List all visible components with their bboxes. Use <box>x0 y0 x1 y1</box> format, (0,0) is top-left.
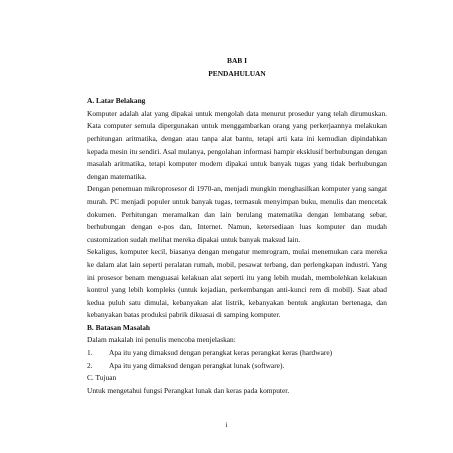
chapter-title: PENDAHULUAN <box>208 68 266 78</box>
tujuan-text: Untuk mengetahui fungsi Perangkat lunak dan keras pada komputer. <box>87 385 290 395</box>
list-text: Apa itu yang dimaksud dengan perangkat keras perangkat keras (hardware) <box>109 348 333 358</box>
chapter-label: BAB I <box>227 56 247 65</box>
section-heading-batasan-masalah: B. Batasan Masalah <box>87 322 151 332</box>
paragraph-2: Dengan penemuan mikroprosesor di 1970-an, menjadi mungkin menghasilkan komputer yang sangat murah. PC menjadi populer untuk banyak tugas, termasuk menyimpan buku, menulis dan mencetak dokumen. Perhitungan meramalkan dan lain berulang matematika dengan lembatang sebar, berhubungan dengan e-pos dan, Internet. Namun, ketersediaan luas komputer dan mudah customization sudah melihat mereka dipakai untuk banyak maksud lain. <box>87 184 387 244</box>
list-number: 2. <box>87 360 93 370</box>
list-number: 1. <box>87 348 93 358</box>
section-heading-tujuan: C. Tujuan <box>87 373 117 383</box>
list-text: Apa itu yang dimaksud dengan perangkat lunak (software). <box>109 360 285 370</box>
page-number: i <box>225 421 228 429</box>
list-item <box>87 360 387 373</box>
list-item <box>87 347 387 360</box>
section-heading-latar-belakang: A. Latar Belakang <box>87 96 146 106</box>
batasan-intro: Dalam makalah ini penulis mencoba menjelaskan: <box>87 335 236 345</box>
paragraph-1: Komputer adalah alat yang dipakai untuk mengolah data menurut prosedur yang telah dirumuskan. Kata computer semula dipergunakan untuk menggambarkan orang yang perkerjaannya melakukan perhitungan aritmatika, dengan atau tanpa alat bantu, tetapi arti kata ini kemudian dipindahkan kepada mesin itu sendiri. Asal mulanya, pengolahan informasi hampir eksklusif berhubungan dengan masalah aritmatika, tetapi komputer modern dipakai untuk banyak tugas yang tidak berhubungan dengan matematika. <box>87 108 387 181</box>
paragraph-3: Sekaligus, komputer kecil, biasanya dengan mengatur memrogram, mulai menemukan cara mereka ke dalam alat lain seperti peralatan rumah, mobil, pesawat terbang, dan perlengkapan industri. Yang ini prosesor benam menguasai kelakuan alat seperti itu yang lebih mudah, membolehkan kelakuan kontrol yang lebih kompleks (untuk kejadian, perkembangan anti-kunci rem di mobil). Saat abad kedua puluh satu dimulai, kebanyakan alat listrik, kebanyakan bentuk angkutan bertenaga, dan kebanyakan batas produksi pabrik dikuasai di samping komputer. <box>87 247 387 320</box>
page-content <box>87 55 387 397</box>
